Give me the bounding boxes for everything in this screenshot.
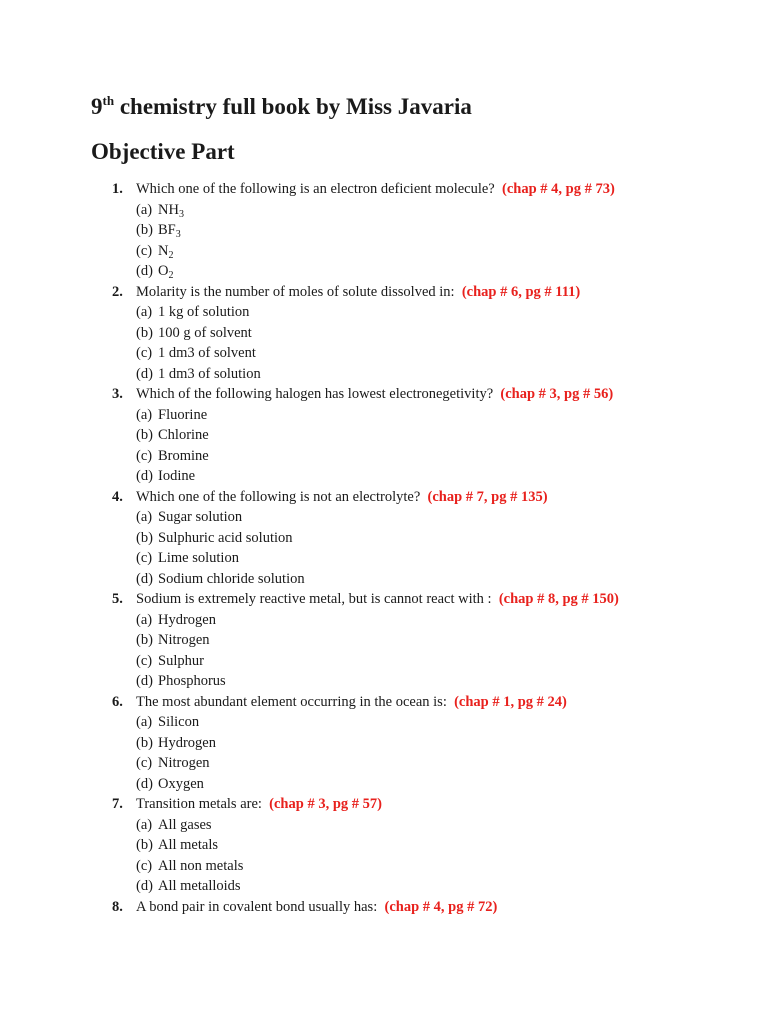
option-list [0, 302, 768, 384]
option-text [158, 712, 199, 733]
option-letter: (b) [136, 427, 153, 443]
option-label: All gases [158, 816, 212, 833]
option-item [0, 651, 768, 672]
option-letter: (d) [136, 570, 153, 587]
option-item [0, 610, 768, 631]
option-item [0, 425, 768, 446]
question-body [136, 897, 497, 918]
option-letter: (a) [136, 201, 153, 218]
question-item [0, 384, 768, 487]
option-letter: (c) [136, 755, 153, 771]
option-subscript: 2 [168, 249, 174, 261]
option-list [0, 405, 768, 487]
option-letter: (b) [136, 222, 153, 238]
option-item [0, 241, 768, 262]
chapter-page-reference: (chap # 3, pg # 57) [269, 796, 382, 812]
option-subscript: 3 [178, 208, 184, 220]
chapter-page-reference: (chap # 6, pg # 111) [461, 283, 581, 300]
option-letter: (c) [136, 652, 153, 669]
option-label: 1 kg of solution [158, 304, 250, 320]
option-text [158, 507, 242, 528]
option-letter: (d) [136, 775, 153, 792]
option-subscript: 2 [168, 270, 174, 281]
option-item [0, 876, 768, 897]
option-letter: (c) [136, 242, 153, 259]
option-item [0, 569, 768, 590]
option-text [158, 835, 218, 856]
question-number: 7. [112, 796, 123, 812]
option-item [0, 446, 768, 467]
option-text [158, 753, 210, 774]
question-number: 3. [112, 386, 123, 402]
option-label: Iodine [158, 468, 196, 484]
option-label: Hydrogen [158, 734, 216, 751]
question-line [0, 487, 768, 508]
option-label: All metals [158, 837, 219, 853]
option-label: Sulphur [158, 652, 204, 669]
option-item [0, 302, 768, 323]
option-label: N [158, 242, 169, 259]
option-item [0, 220, 768, 241]
option-list [0, 200, 768, 282]
option-text [158, 548, 239, 569]
question-line [0, 282, 768, 303]
question-text: Which one of the following is not an electrolyte? [136, 488, 421, 505]
question-line [0, 589, 768, 610]
option-text [158, 200, 184, 221]
option-item [0, 507, 768, 528]
question-body [136, 692, 567, 713]
question-body [136, 282, 580, 303]
option-letter: (d) [136, 263, 153, 279]
option-item [0, 753, 768, 774]
option-list [0, 712, 768, 794]
option-item [0, 343, 768, 364]
option-label: Sugar solution [158, 509, 243, 525]
option-letter: (b) [136, 324, 153, 341]
option-item [0, 856, 768, 877]
option-item [0, 405, 768, 426]
question-text: The most abundant element occurring in the ocean is: [136, 693, 447, 710]
option-label: 1 dm3 of solvent [158, 345, 256, 361]
question-line [0, 179, 768, 200]
option-letter: (a) [136, 304, 153, 320]
option-label: Nitrogen [158, 755, 210, 771]
question-text: Sodium is extremely reactive metal, but is cannot react with : [136, 591, 492, 607]
option-text [158, 630, 210, 651]
option-letter: (c) [136, 345, 153, 361]
question-body [136, 794, 382, 815]
option-item [0, 671, 768, 692]
option-label: Lime solution [158, 550, 239, 566]
option-item [0, 364, 768, 385]
option-list [0, 815, 768, 897]
chapter-page-reference: (chap # 4, pg # 73) [502, 181, 615, 197]
option-text [158, 261, 173, 282]
option-text [158, 323, 252, 344]
question-item [0, 179, 768, 282]
option-letter: (a) [136, 816, 153, 833]
question-text: Molarity is the number of moles of solute dissolved in: [136, 283, 455, 300]
question-body [136, 589, 619, 610]
option-letter: (c) [136, 857, 153, 874]
question-text: Which one of the following is an electron deficient molecule? [136, 181, 495, 197]
option-letter: (a) [136, 509, 153, 525]
option-letter: (a) [136, 611, 153, 628]
option-text [158, 610, 216, 631]
option-label: Hydrogen [158, 611, 216, 628]
option-item [0, 733, 768, 754]
question-line [0, 692, 768, 713]
option-text [158, 569, 305, 590]
option-item [0, 712, 768, 733]
option-item [0, 815, 768, 836]
option-text [158, 651, 204, 672]
chapter-page-reference: (chap # 1, pg # 24) [454, 693, 567, 710]
question-body [136, 487, 548, 508]
question-line [0, 897, 768, 918]
question-item [0, 282, 768, 385]
option-label: Chlorine [158, 427, 209, 443]
title-text: chemistry full book by Miss Javaria [114, 94, 472, 119]
question-number: 2. [112, 283, 123, 300]
option-text [158, 733, 216, 754]
option-letter: (c) [136, 550, 153, 566]
option-letter: (d) [136, 673, 153, 689]
question-list [0, 179, 768, 917]
option-item [0, 323, 768, 344]
option-label: Oxygen [158, 775, 204, 792]
option-item [0, 466, 768, 487]
chapter-page-reference: (chap # 3, pg # 56) [500, 386, 614, 402]
option-item [0, 528, 768, 549]
question-number: 6. [112, 693, 123, 710]
question-item [0, 692, 768, 795]
option-label: Fluorine [158, 406, 208, 423]
option-letter: (b) [136, 529, 153, 546]
question-number: 1. [112, 181, 123, 197]
option-letter: (a) [136, 406, 153, 423]
title-ordinal-suffix: th [102, 93, 115, 108]
option-letter: (d) [136, 468, 153, 484]
question-body [136, 179, 615, 200]
option-letter: (b) [136, 632, 153, 648]
title-number: 9 [91, 94, 103, 119]
option-letter: (d) [136, 878, 153, 894]
chapter-page-reference: (chap # 4, pg # 72) [384, 898, 498, 915]
option-item [0, 835, 768, 856]
option-text [158, 405, 207, 426]
option-item [0, 630, 768, 651]
option-letter: (a) [136, 714, 153, 730]
option-list [0, 610, 768, 692]
option-text [158, 815, 212, 836]
option-item [0, 548, 768, 569]
option-letter: (b) [136, 837, 153, 853]
option-label: O [158, 263, 169, 279]
option-list [0, 507, 768, 589]
question-item [0, 794, 768, 897]
option-item [0, 261, 768, 282]
question-text: A bond pair in covalent bond usually has: [136, 898, 378, 915]
option-text [158, 528, 293, 549]
option-text [158, 446, 209, 467]
question-number: 4. [112, 488, 123, 505]
option-label: NH [158, 201, 179, 218]
option-text [158, 343, 256, 364]
option-text [158, 241, 173, 262]
option-label: Sulphuric acid solution [158, 529, 293, 546]
section-title: Objective Part [91, 139, 235, 164]
option-text [158, 671, 226, 692]
question-number: 8. [112, 898, 123, 915]
option-letter: (c) [136, 447, 153, 464]
question-item [0, 487, 768, 590]
chapter-page-reference: (chap # 8, pg # 150) [498, 591, 619, 607]
option-item [0, 200, 768, 221]
question-item [0, 589, 768, 692]
option-text [158, 220, 181, 241]
option-label: Phosphorus [158, 673, 226, 689]
document-title [91, 92, 472, 122]
option-text [158, 302, 249, 323]
option-text [158, 364, 261, 385]
option-label: 1 dm3 of solution [158, 365, 261, 382]
option-label: 100 g of solvent [158, 324, 252, 341]
question-line [0, 794, 768, 815]
chapter-page-reference: (chap # 7, pg # 135) [427, 488, 548, 505]
option-letter: (d) [136, 365, 153, 382]
option-label: Sodium chloride solution [158, 570, 305, 587]
option-text [158, 466, 195, 487]
question-line [0, 384, 768, 405]
question-number: 5. [112, 591, 123, 607]
option-item [0, 774, 768, 795]
option-label: All metalloids [158, 878, 241, 894]
option-label: All non metals [158, 857, 244, 874]
option-label: BF [158, 222, 176, 238]
option-label: Nitrogen [158, 632, 210, 648]
option-text [158, 856, 243, 877]
question-item [0, 897, 768, 918]
question-text: Transition metals are: [136, 796, 262, 812]
option-label: Bromine [158, 447, 209, 464]
option-text [158, 425, 209, 446]
option-subscript: 3 [175, 229, 181, 240]
option-text [158, 774, 204, 795]
option-letter: (b) [136, 734, 153, 751]
option-text [158, 876, 241, 897]
option-label: Silicon [158, 714, 200, 730]
question-text: Which of the following halogen has lowest electronegetivity? [136, 386, 494, 402]
question-body [136, 384, 613, 405]
